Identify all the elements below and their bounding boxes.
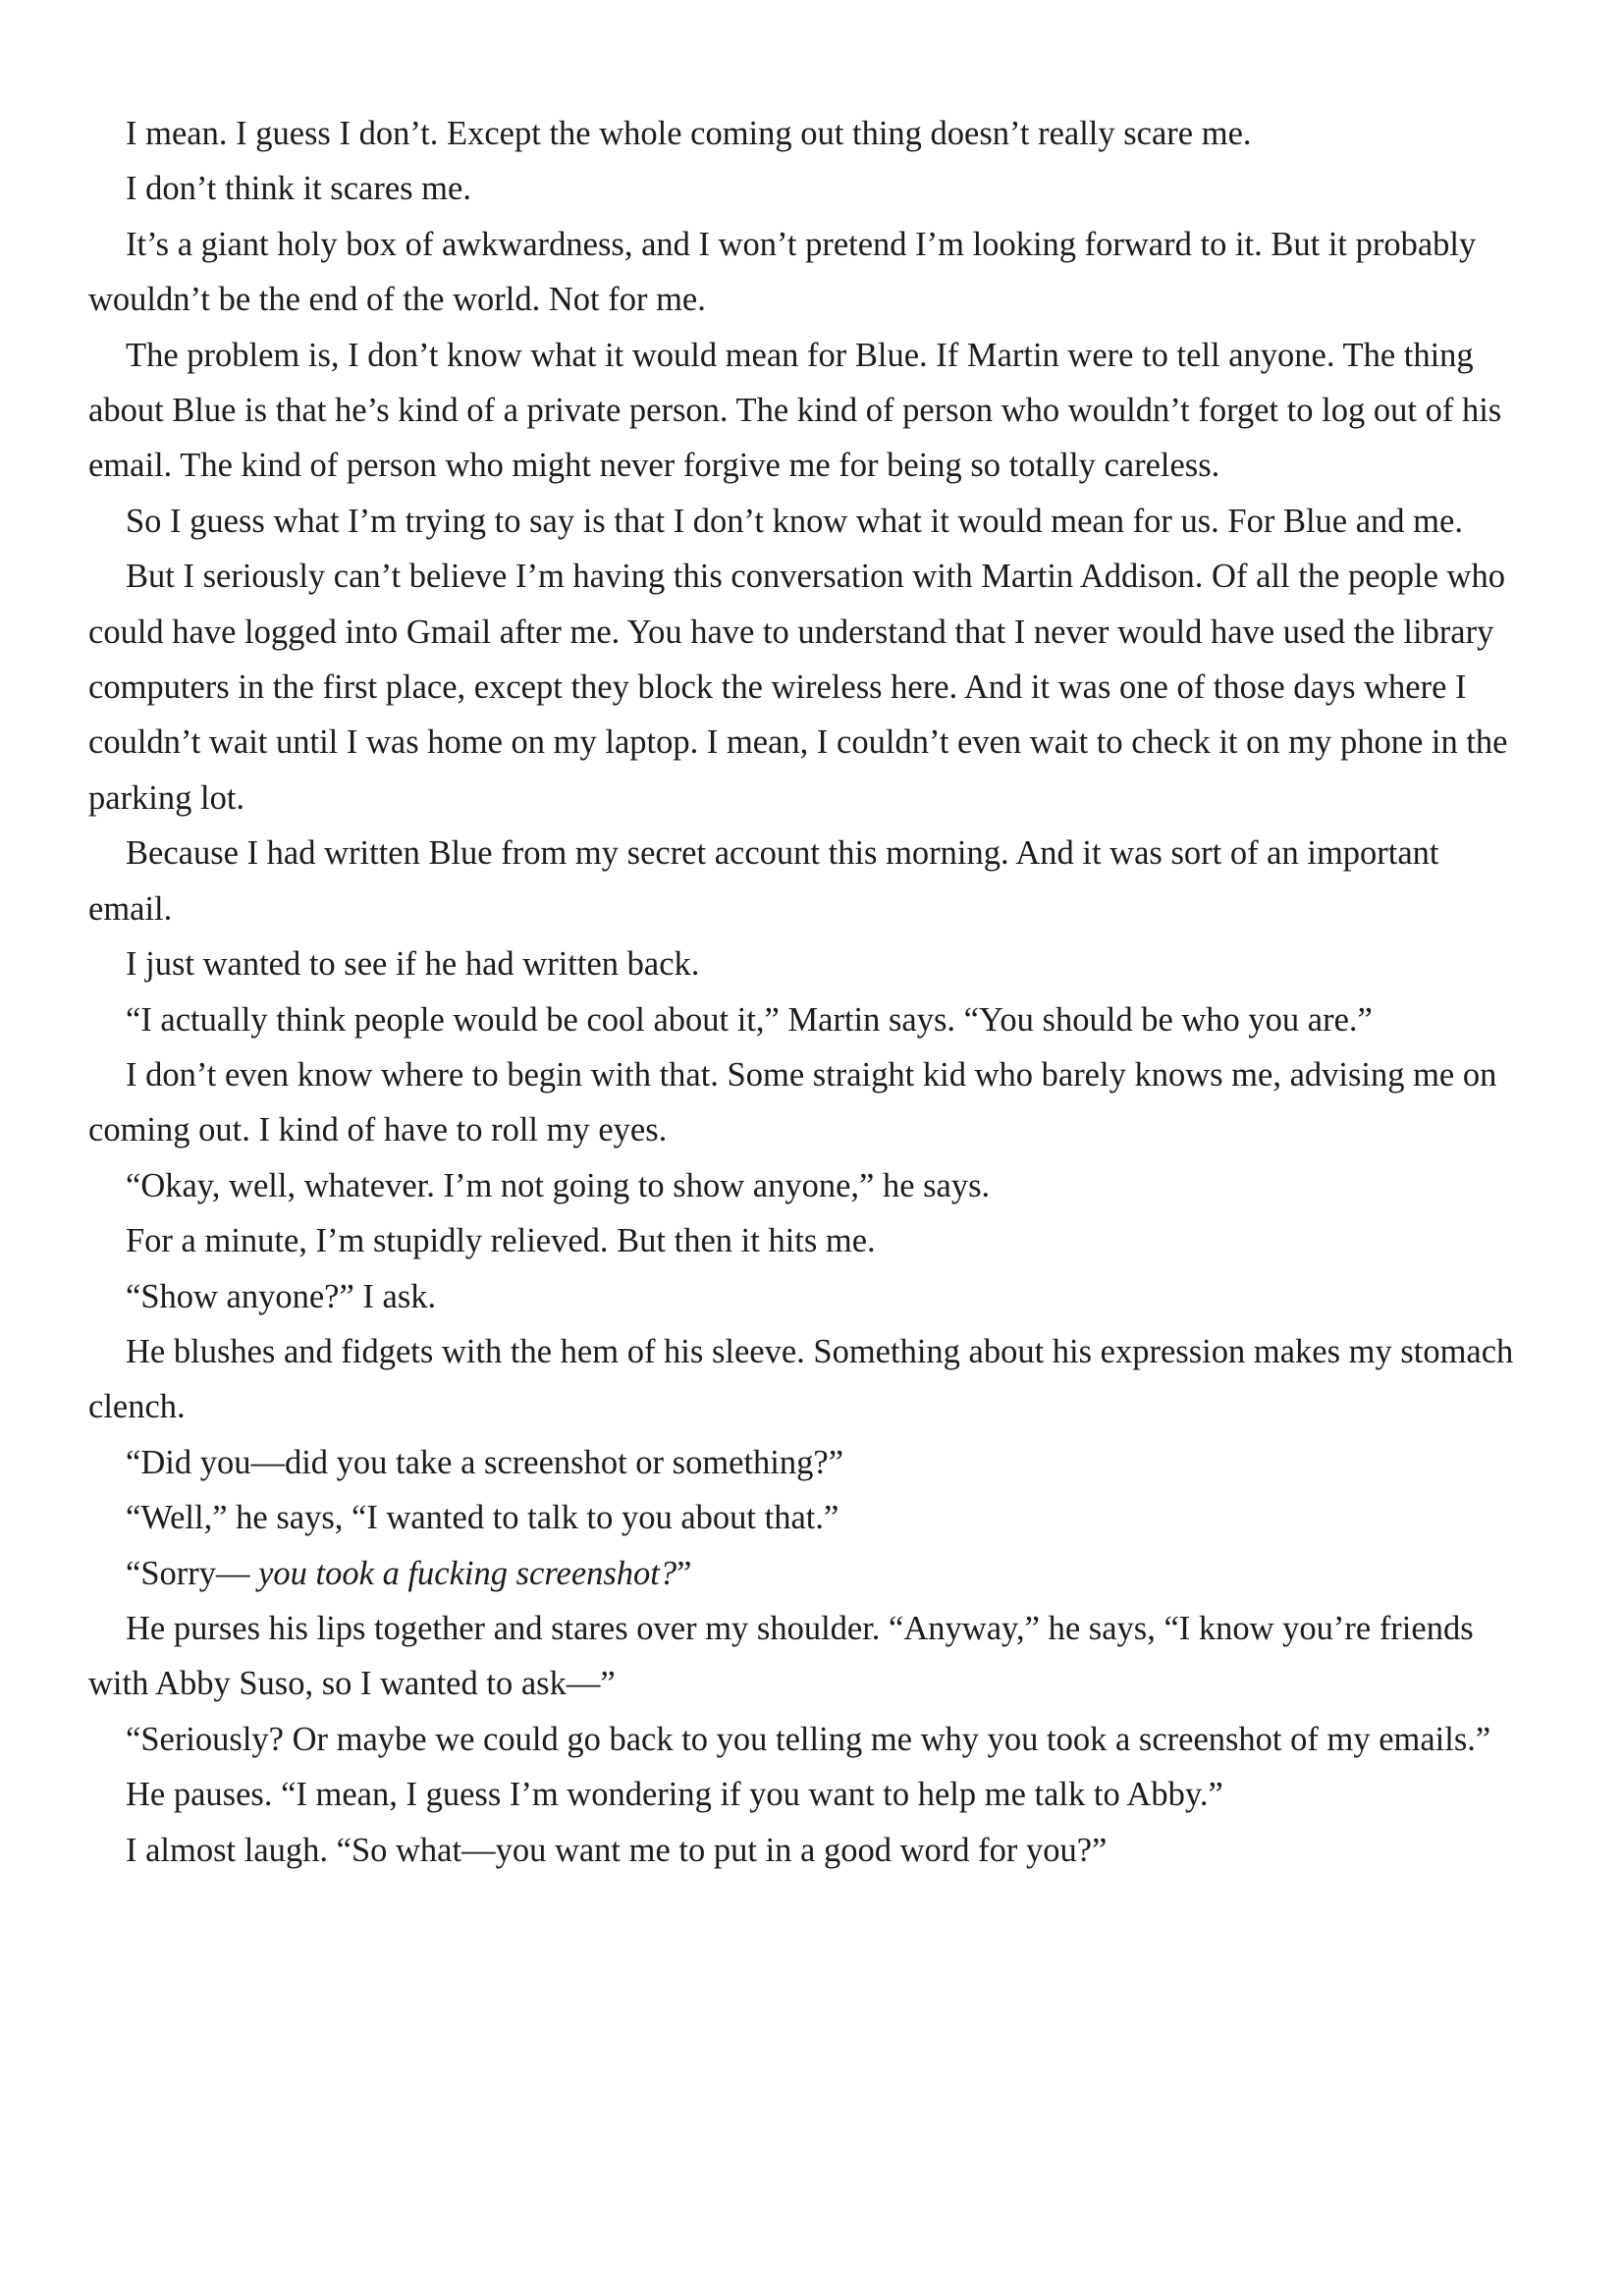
paragraph: I mean. I guess I don’t. Except the whole coming out thing doesn’t really scare me. [126,115,1252,152]
italic-emphasis: you took a fucking screenshot? [258,1554,677,1592]
book-page [88,106,1522,1878]
paragraph: He pauses. “I mean, I guess I’m wondering if you want to help me talk to Abby.” [126,1776,1223,1814]
paragraph: Because I had written Blue from my secret account this morning. And it was sort of an important email. [88,834,1439,928]
paragraph: I almost laugh. “So what—you want me to put in a good word for you?” [126,1831,1108,1869]
paragraph: I just wanted to see if he had written back. [126,945,700,984]
paragraph: He blushes and fidgets with the hem of his sleeve. Something about his expression makes my stomach clench. [88,1332,1514,1426]
paragraph: I don’t think it scares me. [126,170,471,208]
paragraph-italic-line [88,1546,1522,1601]
paragraph: “Seriously? Or maybe we could go back to you telling me why you took a screenshot of my emails.” [126,1720,1491,1758]
paragraph: “I actually think people would be cool about it,” Martin says. “You should be who you are.” [126,1000,1373,1039]
italic-line-suffix: ” [676,1554,692,1592]
paragraph: “Did you—did you take a screenshot or something?” [126,1443,844,1481]
paragraph: But I seriously can’t believe I’m having this conversation with Martin Addison. Of all the people who could have logged into Gmail after me. You have to understand that I never would have used the library computers in the first place, except they block the wireless here. And it was one of those days where I couldn’t wait until I was home on my laptop. I mean, I couldn’t even wait to check it on my phone in the parking lot. [88,558,1508,817]
paragraph: So I guess what I’m trying to say is that I don’t know what it would mean for us. For Blue and me. [126,502,1463,540]
paragraph: It’s a giant holy box of awkwardness, and I won’t pretend I’m looking forward to it. But it probably wouldn’t be the end of the world. Not for me. [88,225,1477,319]
paragraph: “Show anyone?” I ask. [126,1277,437,1315]
paragraph: He purses his lips together and stares over my shoulder. “Anyway,” he says, “I know you’re friends with Abby Suso, so I wanted to ask—” [88,1609,1474,1703]
paragraph: I don’t even know where to begin with that. Some straight kid who barely knows me, advising me on coming out. I kind of have to roll my eyes. [88,1055,1497,1149]
paragraph: “Well,” he says, “I wanted to talk to you about that.” [126,1499,839,1537]
paragraph: “Okay, well, whatever. I’m not going to show anyone,” he says. [126,1166,991,1204]
paragraph: For a minute, I’m stupidly relieved. But then it hits me. [126,1222,876,1260]
italic-line-prefix: “Sorry— [126,1554,259,1592]
paragraph: The problem is, I don’t know what it would mean for Blue. If Martin were to tell anyone. The thing about Blue is that he’s kind of a private person. The kind of person who wouldn’t forget to log out of his email. The kind of person who might never forgive me for being so totally careless. [88,336,1502,485]
